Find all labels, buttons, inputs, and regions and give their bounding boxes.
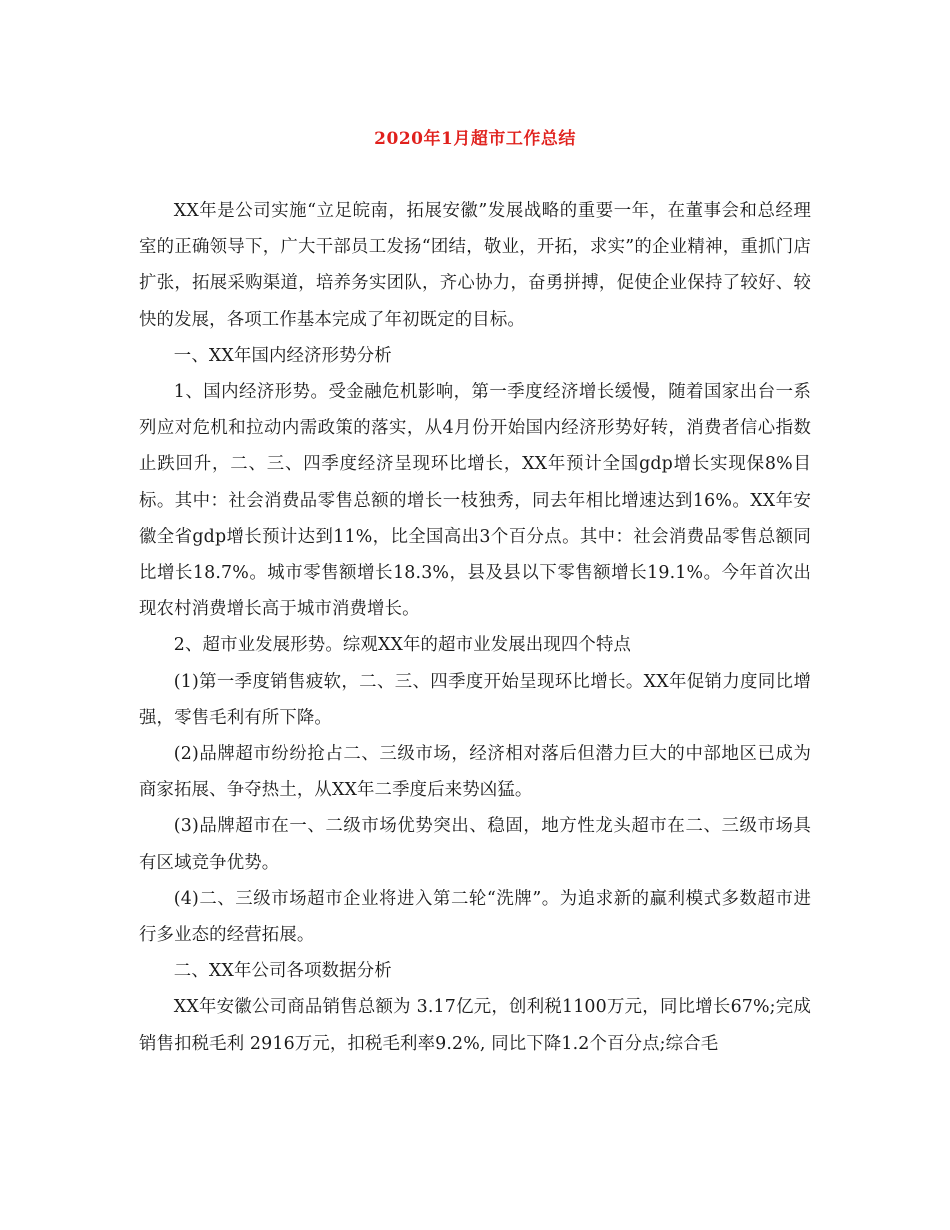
- section-heading-2: 二、XX年公司各项数据分析: [173, 961, 392, 982]
- document-title: 2020年1月超市工作总结: [374, 129, 576, 149]
- document-body: [139, 193, 811, 1062]
- list-item-4: (4)二、三级市场超市企业将进入第二轮“洗牌”。为追求新的赢利模式多数超市进行多业态的经营拓展。: [139, 888, 811, 946]
- list-item-2: (2)品牌超市纷纷抢占二、三级市场，经济相对落后但潜力巨大的中部地区已成为商家拓展、争夺热土，从XX年二季度后来势凶猛。: [139, 744, 811, 801]
- paragraph-supermarket-trend: 2、超市业发展形势。综观XX年的超市业发展出现四个特点: [173, 635, 632, 656]
- intro-paragraph: XX年是公司实施“立足皖南，拓展安徽”发展战略的重要一年，在董事会和总经理室的正确领导下，广大干部员工发扬“团结，敬业，开拓，求实”的企业精神，重抓门店扩张，拓展采购渠道，培养务实团队，齐心协力，奋勇拼搏，促使企业保持了较好、较快的发展，各项工作基本完成了年初既定的目标。: [139, 201, 811, 330]
- paragraph-company-data: XX年安徽公司商品销售总额为 3.17亿元，创利税1100万元，同比增长67%;完成销售扣税毛利 2916万元，扣税毛利率9.2%, 同比下降1.2个百分点;综合毛: [139, 997, 811, 1054]
- paragraph-domestic-economy: 1、国内经济形势。受金融危机影响，第一季度经济增长缓慢，随着国家出台一系列应对危机和拉动内需政策的落实，从4月份开始国内经济形势好转，消费者信心指数止跌回升，二、三、四季度经济呈现环比增长，XX年预计全国gdp增长实现保8%目标。其中：社会消费品零售总额的增长一枝独秀，同去年相比增速达到16%。XX年安徽全省gdp增长预计达到11%，比全国高出3个百分点。其中：社会消费品零售总额同比增长18.7%。城市零售额增长18.3%，县及县以下零售额增长19.1%。今年首次出现农村消费增长高于城市消费增长。: [139, 382, 811, 620]
- list-item-3: (3)品牌超市在一、二级市场优势突出、稳固，地方性龙头超市在二、三级市场具有区域竞争优势。: [139, 816, 811, 873]
- section-heading-1: 一、XX年国内经济形势分析: [173, 345, 392, 366]
- list-item-1: (1)第一季度销售疲软，二、三、四季度开始呈现环比增长。XX年促销力度同比增强，零售毛利有所下降。: [139, 671, 811, 728]
